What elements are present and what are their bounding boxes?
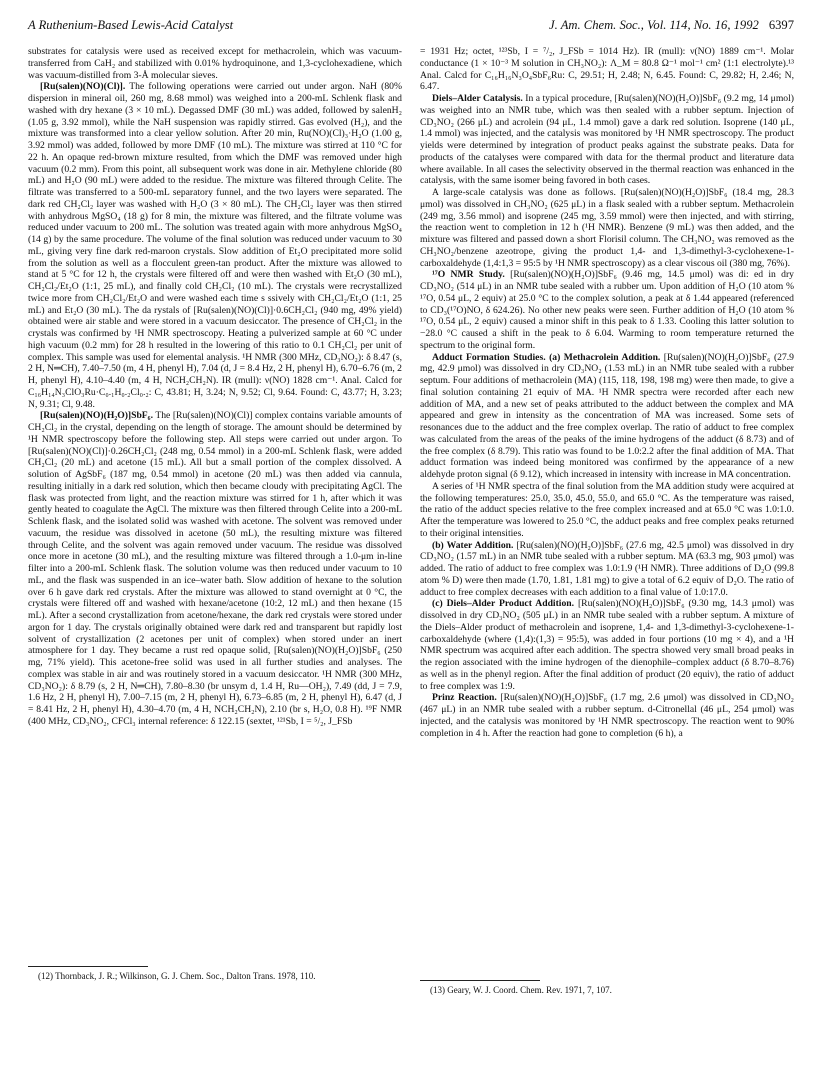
paragraph [28,81,402,410]
paragraph [28,410,402,727]
paragraph-text: In a typical procedure, [Ru(salen)(NO)(H₂O)]SbF₆ (9.2 mg, 14 μmol) was weighed into an NMR tube, which was then sealed with a rubber septum. Injection of CD₃NO₂ (266 μL) and acrolein (94 μL, 1.4 mmol) gave a dark red solution. Isoprene (140 μL, 1.4 mmol) was injected, and the catalysis was monitored by ¹H NMR spectroscopy. The product yields were determined by integration of product peaks against the substrate peaks. Data for products of the catalyses were compared with data for the thermal product and literature data where available. In all cases the selectivity observed in the thermal reaction was enhanced in the catalysis, with the same isomer being favored in both cases. [420,93,794,187]
paragraph-text: [Ru(salen)(NO)(H₂O)]SbF₆ (27.9 mg, 42.9 μmol) was dissolved in dry CD₃NO₂ (1.53 mL) in an NMR tube sealed with a rubber septum. Four additions of methacrolein (MA) (115, 118, 198, 198 mg) were then made, to give a final solution containing 21 equiv of MA. ¹H NMR spectra were recorded after each new addition of MA, and a new set of peaks attributed to the adduct between the complex and MA appeared and grew in intensity as the concentration of MA was increased. Some sets of resonances due to the adduct and the free complex overlap. The ratio of adduct to free complex was calculated from the areas of the peaks of the imine hydrogens of the adduct (δ 8.73) and of the free complex (δ 8.79). This ratio was found to be 1.0:2.2 after the final addition of MA. That adduct formation was indeed being monitored was confirmed by the appearance of a new aldehyde proton signal (δ 9.12), which increased in intensity with increase in MA concentration. [420,351,794,480]
paragraph [420,352,794,481]
paragraph-heading: (c) Diels–Alder Product Addition. [432,598,575,610]
paragraph-heading: [Ru(salen)(NO)(H₂O)]SbF₆. [40,410,153,422]
footnotes-left [28,966,402,982]
paragraph-text: The [Ru(salen)(NO)(Cl)] complex contains variable amounts of CH₂Cl₂ in the crystal, depending on the length of storage. The amount should be determined by ¹H NMR spectroscopy before the following step. All steps were carried out under argon. To [Ru(salen)(NO)(Cl)]·0.26CH₂Cl₂ (248 mg, 0.54 mmol) in a 200-mL Schlenk flask, were added CH₂Cl₂ (20 mL) and acetone (15 mL). All but a small portion of the complex dissolved. A solution of AgSbF₆ (187 mg, 0.54 mmol) in acetone (20 mL) was then added via cannula, resulting initially in a dark red solution, which then became cloudy with precipitating AgCl. The flask was protected from light, and the reaction mixture was stirred for 1 h, after which it was gently heated to coagulate the AgCl. The mixture was then filtered through Celite into a 200-mL Schlenk flask, and the isolated solid was washed with acetone. The solvent was removed under vacuum, the residue was dissolved in acetone (50 mL), the resulting mixture was filtered through Celite, and the solvent was again removed under vacuum. The residue was dissolved once more in acetone (30 mL), and the resulting mixture was filtered through a 1.0-μm in-line filter into a 200-mL Schlenk flask. The solution volume was then reduced under vacuum to 10 mL, and the flask was suspended in an ice–water bath. Slow addition of hexane to the solution over 6 h gave dark red crystals. After the mixture was allowed to stand overnight at 0 °C, the crystals were filtered off and washed with hexane/acetone (10:2, 12 mL) and then hexane (15 mL). After a second crystallization from acetone/hexane, the dark red crystals were stored under argon for 1 day. The crystals originally obtained were dark red and transparent but rapidly lost solvent of crystallization (2 acetones per unit of complex) when stored under an inert atmosphere for 1 day. They became a rust red opaque solid, [Ru(salen)(NO)(H₂O)]SbF₆ (250 mg, 71% yield). This acetone-free solid was used in all further studies and analyses. The complex was stable in air and was routinely stored in a vacuum desiccator. ¹H NMR (300 MHz, CD₃NO₂): δ 8.79 (s, 2 H, N═CH), 7.80–8.30 (br unsym d, 1.4 H, Ru—OH₂), 7.49 (dd, J = 7.9, 1.6 Hz, 2 H, phenyl H), 7.00–7.15 (m, 2 H, phenyl H), 6.73–6.85 (m, 2 H, phenyl H), 6.47 (d, J = 8.41 Hz, 2 H, phenyl H), 4.30–4.70 (m, 4 H, NCH₂CH₂N), 2.10 (br s, H₂O, 0.8 H). ¹⁹F NMR (400 MHz, CD₃NO₂, CFCl₃ internal reference: δ 122.15 (sextet, ¹²¹Sb, I = ⁵/₂, J_FSb [28,410,402,727]
paragraph-text: [Ru(salen)(NO)(H₂O)]SbF₆ (9.30 mg, 14.3 μmol) was dissolved in dry CD₃NO₂ (505 μL) in an NMR tube sealed with a rubber septum. A mixture of the Diels–Alder product of methacrolein and isoprene, 1,4- and 1,3-dimethyl-3-cyclohexene-1-carboxaldehyde (where (1,4):(1,3) = 95:5), was added in four portions (10 mg × 4), and a ¹H NMR spectrum was acquired after each addition. The spectra showed very small broad peaks in the region associated with the imine hydrogen of the dienophile–complex adduct (δ 8.70–8.76) as well as in the phenyl region. After the final addition of product (20 equiv), the ratio of adduct to free complex was 1:9. [420,598,794,692]
paragraph-heading: (b) Water Addition. [432,539,514,551]
running-header [28,18,794,36]
paragraph [420,598,794,692]
journal-citation-header [549,18,794,33]
paragraph [28,46,402,81]
left-column [28,46,402,1046]
footnote-rule [420,980,540,981]
paragraph [420,187,794,269]
paragraph-text: = 1931 Hz; octet, ¹²³Sb, I = ⁷/₂, J_FSb = 1014 Hz). IR (mull): ν(NO) 1889 cm⁻¹. Molar conductance (1 × 10⁻³ M solution in CH₃NO₂): Λ_M = 80.8 Ω⁻¹ mol⁻¹ cm² (1:1 electrolyte).¹³ Anal. Calcd for C₁₆H₁₆N₃O₄SbF₆Ru: C, 29.51; H, 2.48; N, 6.45. Found: C, 29.82; H, 2.46; N, 6.47. [420,46,794,93]
paragraph-text: A series of ¹H NMR spectra of the final solution from the MA addition study were acquired at the following temperatures: 25.0, 35.0, 45.0, 55.0, and 65.0 °C. As the temperature was raised, the ratio of the adduct species relative to the free complex increased and at 65.0 °C was 1.0:1.0. After the temperature was lowered to 25.0 °C, the adduct peaks and free complex peaks returned to their original intensities. [420,480,794,539]
journal-page [28,18,794,1058]
paragraph-heading: [Ru(salen)(NO)(Cl)]. [40,81,126,93]
paragraph [420,540,794,599]
right-column [420,46,794,1046]
journal-citation: J. Am. Chem. Soc., Vol. 114, No. 16, 1992 [549,18,759,32]
paragraph-text: [Ru(salen)(NO)(H₂O)]SbF₆ (9.46 mg, 14.5 μmol) was di: ed in dry CD₃NO₂ (514 μL) in an NMR tube sealed with a rubber um. Upon addition of H₂O (10 atom % ¹⁷O, 0.54 μL, 2 equiv) at 25.0 °C to the complex solution, a peak at δ 1.44 appeared (referenced to CD₃(¹⁷O)NO, δ 624.26). No other new peaks were seen. Further addition of H₂O (10 atom % ¹⁷O, 0.54 μL, 2 equiv) caused a minor shift in this peak to δ 1.33. Cooling this latter solution to −28.0 °C caused a shift in the peak to δ 6.04. Warming to room temperature returned the spectrum to the original form. [420,269,794,351]
page-number: 6397 [768,18,794,32]
paragraph-text: [Ru(salen)(NO)(H₂O)]SbF₆ (27.6 mg, 42.5 μmol) was dissolved in dry CD₃NO₂ (1.57 mL) in an NMR tube sealed with a rubber septum. MA (63.3 mg, 903 μmol) was added. The ratio of adduct to free complex was 1.0:1.9 (¹H NMR). Three additions of D₂O (99.8 atom % D) were then made (1.70, 1.81, 1.81 mg) to give a total of 6.2 equiv of D₂O. The ratio of adduct to free complex decreases with each addition to a final value of 1.0:17.0. [420,539,794,598]
paragraph [420,269,794,351]
paragraph [420,481,794,540]
footnote: (12) Thornback, J. R.; Wilkinson, G. J. Chem. Soc., Dalton Trans. 1978, 110. [38,971,316,981]
paragraph-heading: Diels–Alder Catalysis. [432,93,523,104]
paragraph-text: A large-scale catalysis was done as follows. [Ru(salen)(NO)(H₂O)]SbF₆ (18.4 mg, 28.3 μmol) was dissolved in CH₃NO₂ (625 μL) in a flask sealed with a rubber septum. Methacrolein (249 mg, 3.56 mmol) and isoprene (245 mg, 3.59 mmol) were then injected, and with stirring, the reaction went to completion in 12 h (¹H NMR). Benzene (9 mL) was then added, and the mixture was filtered and passed down a short Florisil column. The CH₃NO₂ was removed as the CH₃NO₂/benzene azeotrope, giving the product 1,4- and 1,3-dimethyl-3-cyclohexene-1-carboxaldehyde (1,4:1,3 = 95:5 by ¹H NMR spectroscopy) as a clear viscous oil (380 mg, 76%). [420,187,794,269]
footnote: (13) Geary, W. J. Coord. Chem. Rev. 1971, 7, 107. [430,985,612,995]
running-title: A Ruthenium-Based Lewis-Acid Catalyst [28,18,234,32]
paragraph-text: [Ru(salen)(NO)(H₂O)]SbF₆ (1.7 mg, 2.6 μmol) was dissolved in CD₃NO₂ (467 μL) in an NMR tube sealed with a rubber septum. d-Citronellal (46 μL, 254 μmol) was injected, and the catalysis was monitored by ¹H NMR spectroscopy. The reaction went to 90% completion in 4 h. After the reaction had gone to completion (6 h), a [420,692,794,739]
paragraph [420,692,794,739]
paragraph [420,46,794,93]
paragraph-heading: ¹⁷O NMR Study. [432,269,505,281]
paragraph-heading: Prinz Reaction. [432,692,497,704]
paragraph-heading: Adduct Formation Studies. (a) Methacrolein Addition. [432,351,661,363]
paragraph-text: substrates for catalysis were used as received except for methacrolein, which was vacuum-transferred from CaH₂ and stabilized with 0.01% hydroquinone, and 1,3-cyclohexadiene, which was vacuum-distilled from 3-Å molecular sieves. [28,46,402,81]
paragraph-text: The following operations were carried out under argon. NaH (80% dispersion in mineral oil, 260 mg, 8.68 mmol) was weighed into a 200-mL Schlenk flask and washed with dry hexane (3 × 10 mL). Degassed DMF (30 mL) was added, followed by salenH₂ (1.05 g, 3.92 mmol), while the NaH suspension was rapidly stirred. Gas evolved (H₂), and the mixture was transformed into a clear yellow solution. After 20 min, Ru(NO)(Cl)₃·H₂O (1.00 g, 3.92 mmol) was added, followed by more DMF (10 mL). The mixture was stirred at 110 °C for 22 h. An opaque red-brown mixture resulted, from which the DMF was removed under high vacuum (0.2 mm). From this point, all subsequent work was done in air. Methylene chloride (80 mL) and H₂O (90 mL) were added to the residue. The mixture was filtered through Celite. The filtrate was transferred to a 500-mL separatory funnel, and the two layers were separated. The dark red CH₂Cl₂ layer was washed with H₂O (3 × 80 mL). The CH₂Cl₂ layer was then stirred with anhydrous MgSO₄ (18 g) for 8 min, the mixture was filtered, and the filtrate volume was reduced under vacuum to 200 mL. The solution was treated again with more anhydrous MgSO₄ (14 g) by the same procedure. The volume of the final solution was reduced under vacuum to 30 mL, giving very fine dark red-maroon crystals. Slow addition of Et₂O precipitated more solid from the solution as well as a flocculent green-tan product. After the mixture was allowed to stand at 5 °C for 12 h, the crystals were filtered off and were then washed with Et₂O (30 mL), CH₂Cl₂/Et₂O (1:1, 25 mL), and finally cold CH₂Cl₂ (10 mL). The crystals were recrystallized twice more from CH₂Cl₂/Et₂O and were washed each time s ssively with CH₂Cl₂/Et₂O (1:1, 25 mL) and Et₂O (30 mL). The da rystals of [Ru(salen)(NO)(Cl)]·0.6CH₂Cl₂ (940 mg, 49% yield) obtained were air stable and were stored in a vacuum desiccator. The presence of CH₂Cl₂ in the crystals was confirmed by ¹H NMR spectroscopy. Heating a pulverized sample at 60 °C under high vacuum (0.2 mm) for 28 h resulted in the lowering of this ratio to 0.1 CH₂Cl₂ per unit of complex. This sample was used for elemental analysis. ¹H NMR (300 MHz, CD₃NO₂): δ 8.47 (s, 2 H, N═CH), 7.40–7.50 (m, 4 H, phenyl H), 7.04 (d, J = 8.4 Hz, 2 H, phenyl H), 6.70–6.76 (m, 2 H, phenyl H), 4.10–4.40 (m, 4 H, NCH₂CH₂N). IR (mull): ν(NO) 1828 cm⁻¹. Anal. Calcd for C₁₆H₁₄N₃ClO₃Ru·C₀.₁H₀.₂Cl₀.₂: C, 43.81; H, 3.24; N, 9.52; Cl, 9.64. Found: C, 43.77; H, 3.23; N, 9.31; Cl, 9.48. [28,81,402,410]
footnotes-right [420,980,794,996]
body-columns [28,46,794,1046]
footnote-rule [28,966,148,967]
paragraph [420,93,794,187]
